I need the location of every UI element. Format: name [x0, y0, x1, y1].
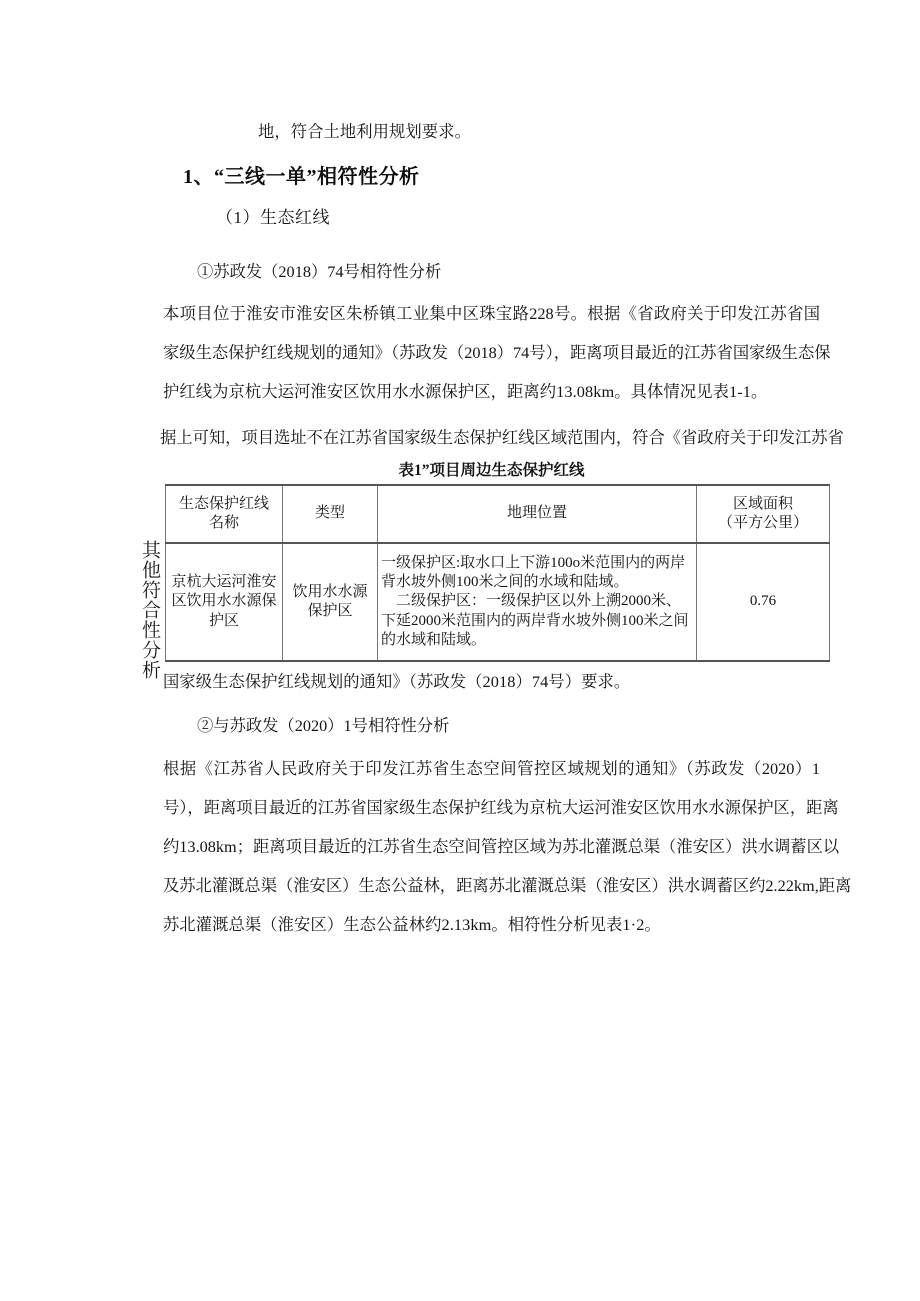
header-name-line-1: 生态保护红线 — [178, 495, 269, 512]
location-paragraph-1: 一级保护区:取水口上下游100o米范围内的两岸背水坡外侧100米之间的水域和陆域。 — [381, 555, 686, 591]
header-cell-area — [697, 485, 830, 543]
paragraph-2-line-1: 据上可知，项目选址不在江苏省国家级生态保护红线区域范围内，符合《省政府关于印发江苏省 — [160, 428, 844, 447]
cell-redline-area: 0.76 — [697, 543, 830, 661]
header-cell-name — [166, 485, 283, 543]
paragraph-3-line-2: 号），距离项目最近的江苏省国家级生态保护红线为京杭大运河淮安区饮用水水源保护区，距离 — [163, 798, 839, 817]
cell-redline-location — [378, 543, 697, 661]
header-area-line-2: （平方公里） — [717, 515, 808, 531]
paragraph-3-line-5: 苏北灌溉总渠（淮安区）生态公益林约2.13km。相符性分析见表1·2。 — [163, 915, 661, 934]
vertical-section-label: 其他符合性分析 — [139, 540, 160, 680]
paragraph-2-line-2: 国家级生态保护红线规划的通知》（苏政发（2018）74号）要求。 — [163, 672, 631, 691]
subheading-su-zheng-fa-2018-74: ①苏政发（2018）74号相符性分析 — [197, 262, 442, 281]
paragraph-1-line-3: 护红线为京杭大运河淮安区饮用水水源保护区，距离约13.08km。具体情况见表1-1。 — [163, 382, 768, 401]
subheading-su-zheng-fa-2020-1: ②与苏政发（2020）1号相符性分析 — [197, 716, 450, 735]
paragraph-1-line-2: 家级生态保护红线规划的通知》（苏政发（2018）74号），距离项目最近的江苏省国家级生态保 — [163, 343, 831, 362]
heading-level-2: （1）生态红线 — [216, 208, 330, 227]
table-header-row — [166, 485, 830, 543]
header-area-line-1: 区域面积 — [732, 495, 793, 512]
location-paragraph-2: 二级保护区：一级保护区以外上溯2000米、下延2000米范围内的两岸背水坡外侧100米之间的水域和陆域。 — [381, 593, 689, 648]
paragraph-3-line-3: 约13.08km；距离项目最近的江苏省生态空间管控区域为苏北灌溉总渠（淮安区）洪水调蓄区以 — [163, 837, 840, 856]
cell-redline-name: 京杭大运河淮安区饮用水水源保护区 — [166, 543, 283, 661]
continuation-line: 地，符合土地利用规划要求。 — [258, 122, 471, 141]
paragraph-3-line-4: 及苏北灌溉总渠（淮安区）生态公益林，距离苏北灌溉总渠（淮安区）洪水调蓄区约2.22km,距离 — [163, 876, 852, 895]
paragraph-1-line-1: 本项目位于淮安市淮安区朱桥镇工业集中区珠宝路228号。根据《省政府关于印发江苏省国 — [163, 304, 820, 323]
header-name-line-2: 名称 — [208, 515, 239, 531]
header-cell-location: 地理位置 — [378, 485, 697, 543]
eco-redline-table — [165, 484, 830, 662]
table-caption: 表1”项目周边生态保护红线 — [398, 462, 585, 479]
heading-level-1: 1、“三线一单”相符性分析 — [183, 166, 420, 188]
cell-redline-type: 饮用水水源保护区 — [283, 543, 378, 661]
table-row — [166, 543, 830, 661]
paragraph-3-line-1: 根据《江苏省人民政府关于印发江苏省生态空间管控区域规划的通知》（苏政发（2020）1 — [163, 759, 820, 778]
header-cell-type: 类型 — [283, 485, 378, 543]
